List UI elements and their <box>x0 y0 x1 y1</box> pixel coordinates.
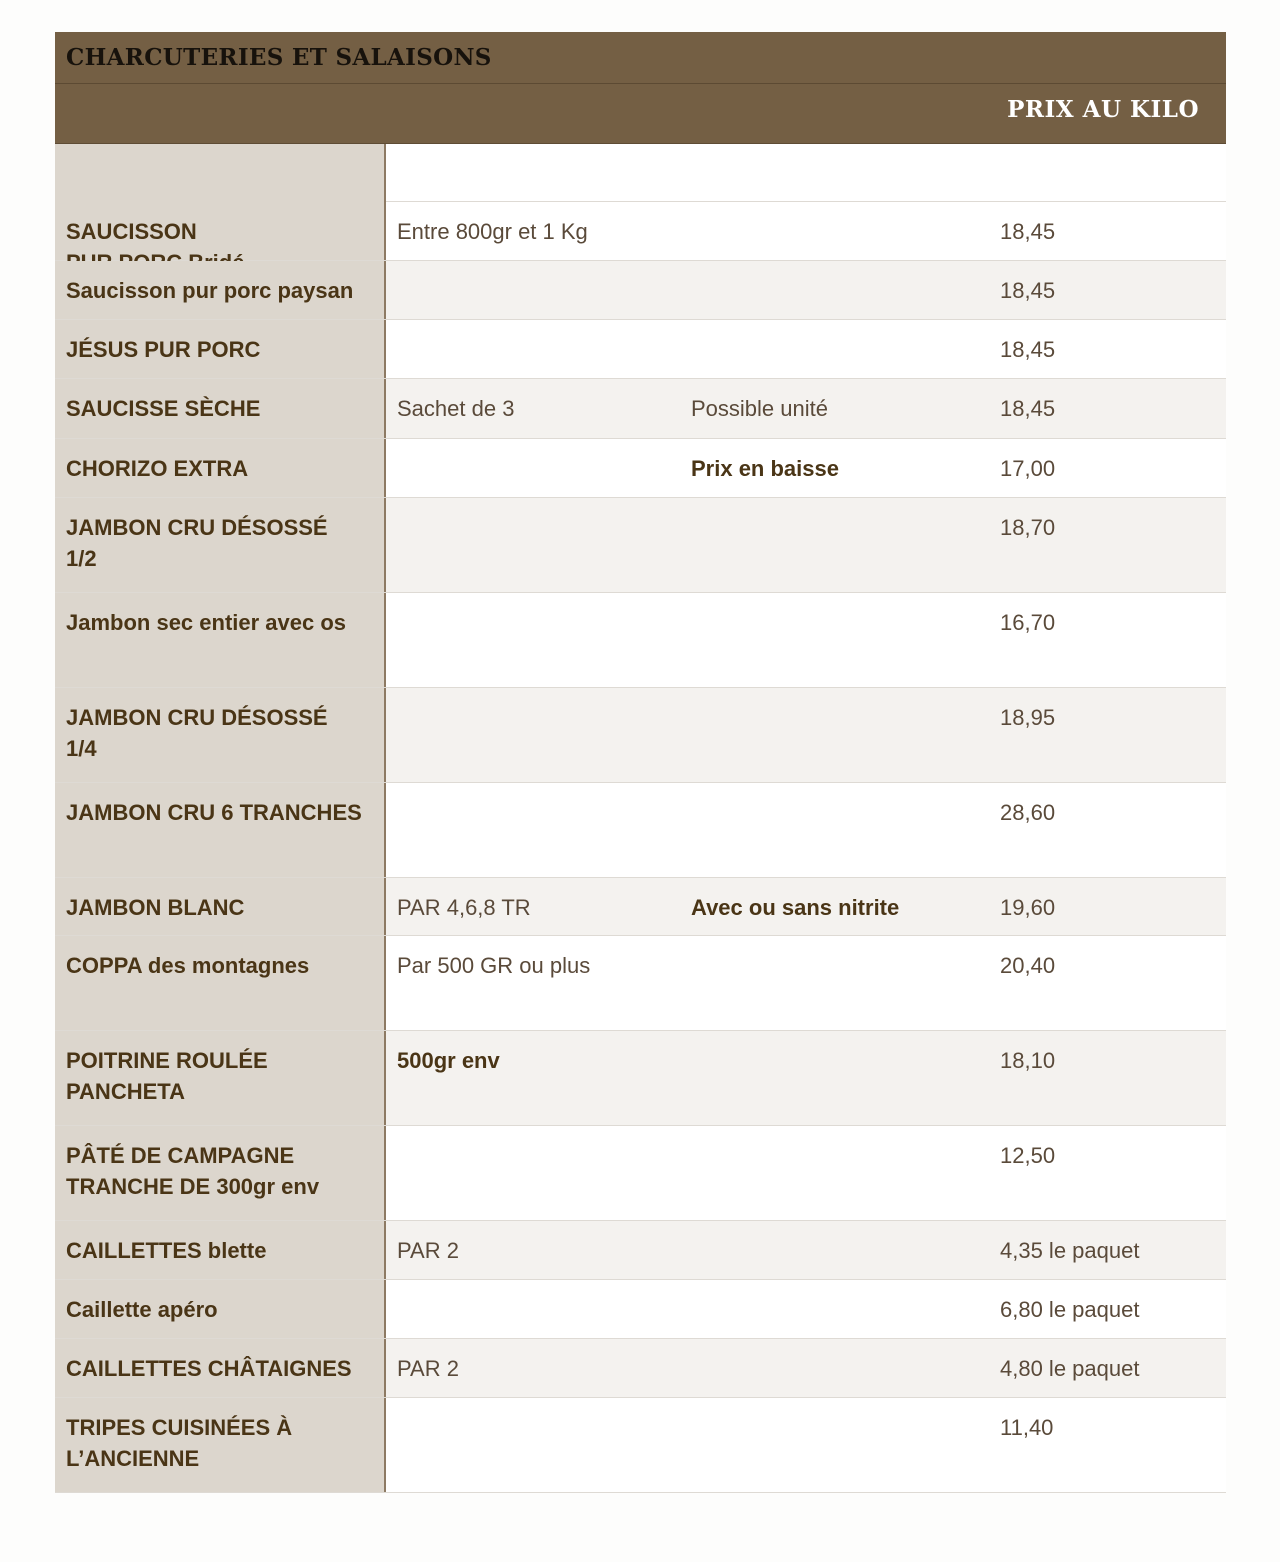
product-price: 16,70 <box>1000 610 1056 635</box>
product-price: 18,10 <box>1000 1048 1056 1073</box>
product-name: Caillette apéro <box>55 1280 386 1338</box>
product-values <box>386 688 1226 782</box>
table-row <box>55 1280 1226 1339</box>
table-row <box>55 688 1226 783</box>
product-price: 18,45 <box>1000 396 1056 421</box>
product-name: Saucisson pur porc paysan <box>55 261 386 319</box>
product-name: SAUCISSE SÈCHE <box>55 379 386 438</box>
product-price: 20,40 <box>1000 953 1056 978</box>
product-name: CAILLETTES CHÂTAIGNES <box>55 1339 386 1397</box>
price-table <box>55 144 1226 1493</box>
product-values <box>386 593 1226 687</box>
product-values <box>386 1398 1226 1492</box>
table-row <box>55 1398 1226 1493</box>
product-values <box>386 878 1226 935</box>
product-price: 12,50 <box>1000 1143 1056 1168</box>
product-price: 18,45 <box>1000 278 1056 303</box>
product-price: 18,70 <box>1000 515 1056 540</box>
product-values <box>386 1031 1226 1125</box>
table-spacer-row <box>55 144 1226 202</box>
product-note: Prix en baisse <box>691 456 839 481</box>
header-divider <box>55 83 1226 84</box>
product-price: 18,95 <box>1000 705 1056 730</box>
table-row <box>55 320 1226 379</box>
table-row <box>55 498 1226 593</box>
product-detail: 500gr env <box>397 1048 500 1073</box>
table-row <box>55 878 1226 936</box>
product-values <box>386 1339 1226 1397</box>
product-values <box>386 936 1226 1030</box>
product-price: 11,40 <box>1000 1415 1054 1440</box>
table-row <box>55 439 1226 498</box>
product-name: PÂTÉ DE CAMPAGNE TRANCHE DE 300gr env <box>55 1126 386 1220</box>
product-values <box>386 498 1226 592</box>
product-values <box>386 261 1226 319</box>
product-name: SAUCISSON <box>55 202 386 260</box>
product-name: CAILLETTES blette <box>55 1221 386 1279</box>
product-name: JAMBON CRU DÉSOSSÉ 1/4 <box>55 688 386 782</box>
product-price: 18,45 <box>1000 219 1056 244</box>
product-name: JÉSUS PUR PORC <box>55 320 386 378</box>
table-row <box>55 202 1226 261</box>
product-values <box>386 320 1226 378</box>
product-detail: Sachet de 3 <box>397 396 515 421</box>
product-note: Avec ou sans nitrite <box>691 895 900 920</box>
product-price: 4,35 le paquet <box>1000 1238 1140 1263</box>
product-detail: Par 500 GR ou plus <box>397 953 591 978</box>
product-name: COPPA des montagnes <box>55 936 386 1030</box>
product-price: 6,80 le paquet <box>1000 1297 1140 1322</box>
table-row <box>55 379 1226 439</box>
product-name: JAMBON CRU DÉSOSSÉ 1/2 <box>55 498 386 592</box>
product-detail: Entre 800gr et 1 Kg <box>397 219 588 244</box>
table-row <box>55 261 1226 320</box>
price-column-header: PRIX AU KILO <box>1007 96 1199 123</box>
table-row <box>55 1221 1226 1280</box>
table-row <box>55 593 1226 688</box>
section-title: CHARCUTERIES ET SALAISONS <box>66 44 492 71</box>
product-name: CHORIZO EXTRA <box>55 439 386 497</box>
product-values <box>386 783 1226 877</box>
product-name: Jambon sec entier avec os <box>55 593 386 687</box>
table-row <box>55 1339 1226 1398</box>
product-name: JAMBON BLANC <box>55 878 386 935</box>
product-detail: PAR 2 <box>397 1356 459 1381</box>
value-column-spacer <box>386 144 1226 202</box>
product-values <box>386 1221 1226 1279</box>
product-values <box>386 1280 1226 1338</box>
label-column-spacer <box>55 144 386 202</box>
product-values <box>386 1126 1226 1220</box>
product-name: TRIPES CUISINÉES À L’ANCIENNE <box>55 1398 386 1492</box>
product-name: JAMBON CRU 6 TRANCHES <box>55 783 386 877</box>
product-price: 18,45 <box>1000 337 1056 362</box>
product-values <box>386 379 1226 438</box>
product-price: 19,60 <box>1000 895 1056 920</box>
product-values <box>386 202 1226 260</box>
product-price: 28,60 <box>1000 800 1056 825</box>
product-note: Possible unité <box>691 396 828 421</box>
table-row <box>55 783 1226 878</box>
table-header <box>55 32 1226 144</box>
product-name: POITRINE ROULÉE PANCHETA <box>55 1031 386 1125</box>
price-list-sheet <box>55 32 1226 1493</box>
product-price: 4,80 le paquet <box>1000 1356 1140 1381</box>
table-row <box>55 1126 1226 1221</box>
product-detail: PAR 2 <box>397 1238 459 1263</box>
table-row <box>55 1031 1226 1126</box>
product-values <box>386 439 1226 497</box>
product-detail: PAR 4,6,8 TR <box>397 895 531 920</box>
product-price: 17,00 <box>1000 456 1056 481</box>
table-row <box>55 936 1226 1031</box>
